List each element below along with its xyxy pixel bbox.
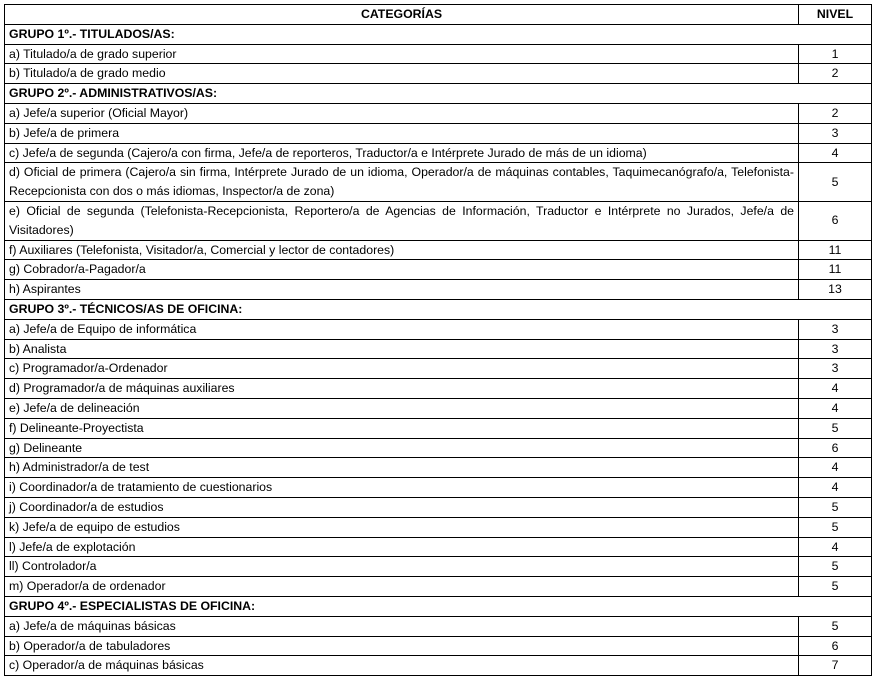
header-categories: CATEGORÍAS	[5, 5, 799, 25]
table-row	[5, 103, 872, 123]
level-cell: 3	[799, 339, 872, 359]
category-cell: b) Jefe/a de primera	[5, 123, 799, 143]
level-cell: 5	[799, 497, 872, 517]
group-title: GRUPO 1º.- TITULADOS/AS:	[5, 24, 872, 44]
table-row	[5, 616, 872, 636]
table-row	[5, 123, 872, 143]
group-row	[5, 596, 872, 616]
table-row	[5, 240, 872, 260]
group-title: GRUPO 4º.- ESPECIALISTAS DE OFICINA:	[5, 596, 872, 616]
level-cell: 4	[799, 379, 872, 399]
level-cell: 2	[799, 64, 872, 84]
table-row	[5, 143, 872, 163]
level-cell: 11	[799, 240, 872, 260]
category-cell: c) Operador/a de máquinas básicas	[5, 656, 799, 676]
level-cell: 5	[799, 163, 872, 202]
level-cell: 3	[799, 123, 872, 143]
level-cell: 5	[799, 616, 872, 636]
table-row	[5, 636, 872, 656]
level-cell: 1	[799, 44, 872, 64]
level-cell: 3	[799, 319, 872, 339]
table-row	[5, 656, 872, 676]
categories-table	[4, 4, 872, 676]
level-cell: 6	[799, 201, 872, 240]
level-cell: 3	[799, 359, 872, 379]
table-row	[5, 319, 872, 339]
header-row	[5, 5, 872, 25]
category-cell: i) Coordinador/a de tratamiento de cuestionarios	[5, 478, 799, 498]
category-cell: g) Cobrador/a-Pagador/a	[5, 260, 799, 280]
table-row	[5, 418, 872, 438]
category-cell: d) Programador/a de máquinas auxiliares	[5, 379, 799, 399]
table-row	[5, 359, 872, 379]
category-cell: k) Jefe/a de equipo de estudios	[5, 517, 799, 537]
level-cell: 5	[799, 517, 872, 537]
category-cell: ll) Controlador/a	[5, 557, 799, 577]
table-row	[5, 280, 872, 300]
level-cell: 4	[799, 143, 872, 163]
table-row	[5, 398, 872, 418]
table-row	[5, 478, 872, 498]
category-cell: c) Programador/a-Ordenador	[5, 359, 799, 379]
table-row	[5, 163, 872, 202]
group-row	[5, 84, 872, 104]
category-cell: e) Oficial de segunda (Telefonista-Recepcionista, Reportero/a de Agencias de Información, Traductor e Intérprete no Jurados, Jefe/a de Visitadores)	[5, 201, 799, 240]
level-cell: 5	[799, 557, 872, 577]
level-cell: 6	[799, 636, 872, 656]
level-cell: 11	[799, 260, 872, 280]
category-cell: d) Oficial de primera (Cajero/a sin firma, Intérprete Jurado de un idioma, Operador/a de máquinas contables, Taquimecanógrafo/a, Telefonista-Recepcionista con dos o más idiomas, Inspector/a de zona)	[5, 163, 799, 202]
category-cell: g) Delineante	[5, 438, 799, 458]
group-title: GRUPO 2º.- ADMINISTRATIVOS/AS:	[5, 84, 872, 104]
level-cell: 4	[799, 458, 872, 478]
category-cell: a) Jefe/a de Equipo de informática	[5, 319, 799, 339]
category-cell: a) Jefe/a superior (Oficial Mayor)	[5, 103, 799, 123]
category-cell: h) Aspirantes	[5, 280, 799, 300]
table-row	[5, 557, 872, 577]
table-row	[5, 379, 872, 399]
category-cell: f) Delineante-Proyectista	[5, 418, 799, 438]
category-cell: b) Titulado/a de grado medio	[5, 64, 799, 84]
table-row	[5, 537, 872, 557]
table-row	[5, 201, 872, 240]
category-cell: f) Auxiliares (Telefonista, Visitador/a, Comercial y lector de contadores)	[5, 240, 799, 260]
table-row	[5, 497, 872, 517]
level-cell: 5	[799, 577, 872, 597]
table-row	[5, 577, 872, 597]
level-cell: 4	[799, 398, 872, 418]
category-cell: e) Jefe/a de delineación	[5, 398, 799, 418]
category-cell: c) Jefe/a de segunda (Cajero/a con firma, Jefe/a de reporteros, Traductor/a e Intérprete Jurado de más de un idioma)	[5, 143, 799, 163]
level-cell: 5	[799, 418, 872, 438]
group-row	[5, 24, 872, 44]
group-row	[5, 299, 872, 319]
table-row	[5, 517, 872, 537]
category-cell: m) Operador/a de ordenador	[5, 577, 799, 597]
table-row	[5, 64, 872, 84]
table-row	[5, 260, 872, 280]
table-row	[5, 339, 872, 359]
header-level: NIVEL	[799, 5, 872, 25]
level-cell: 4	[799, 478, 872, 498]
category-cell: j) Coordinador/a de estudios	[5, 497, 799, 517]
level-cell: 13	[799, 280, 872, 300]
table-body	[5, 24, 872, 675]
category-cell: b) Analista	[5, 339, 799, 359]
level-cell: 6	[799, 438, 872, 458]
category-cell: l) Jefe/a de explotación	[5, 537, 799, 557]
category-cell: a) Titulado/a de grado superior	[5, 44, 799, 64]
level-cell: 2	[799, 103, 872, 123]
level-cell: 4	[799, 537, 872, 557]
table-row	[5, 44, 872, 64]
category-cell: h) Administrador/a de test	[5, 458, 799, 478]
group-title: GRUPO 3º.- TÉCNICOS/AS DE OFICINA:	[5, 299, 872, 319]
category-cell: a) Jefe/a de máquinas básicas	[5, 616, 799, 636]
table-row	[5, 458, 872, 478]
table-row	[5, 438, 872, 458]
level-cell: 7	[799, 656, 872, 676]
category-cell: b) Operador/a de tabuladores	[5, 636, 799, 656]
